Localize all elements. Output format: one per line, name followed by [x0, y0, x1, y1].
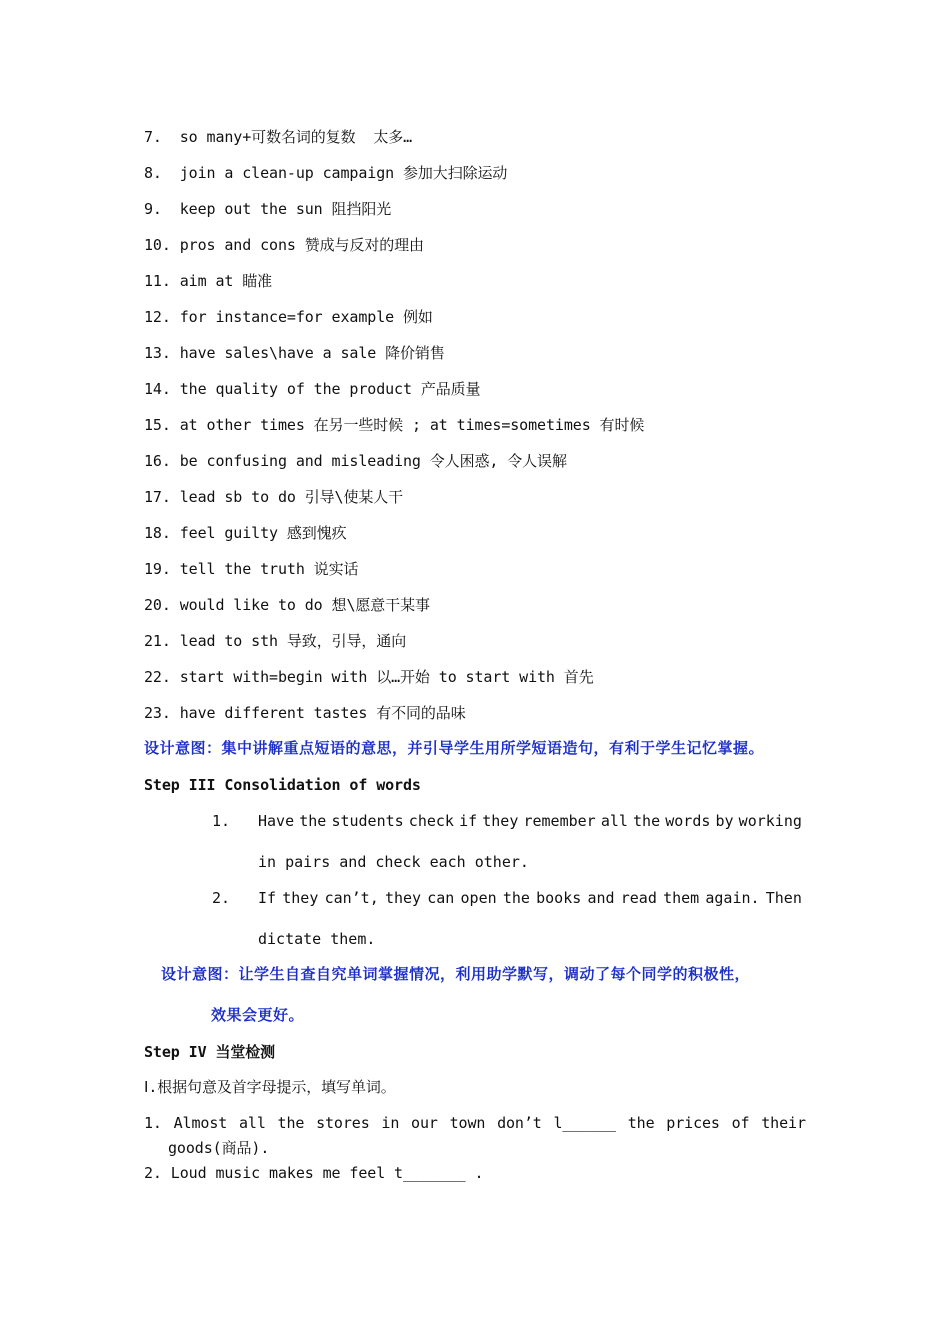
word: stores	[316, 1114, 370, 1132]
word: books	[536, 889, 582, 907]
word: the	[299, 812, 327, 830]
list-item: 17. lead sb to do 引导\使某人干	[144, 488, 404, 506]
list-item: 10. pros and cons 赞成与反对的理由	[144, 236, 424, 254]
list-number: 2.	[212, 889, 231, 907]
word: and	[587, 889, 615, 907]
word: in	[381, 1114, 400, 1132]
list-item: 9. keep out the sun 阻挡阳光	[144, 200, 392, 218]
design-intent-note: 设计意图：让学生自查自究单词掌握情况，利用助学默写，调动了每个同学的积极性，	[161, 965, 751, 983]
word: Almost	[173, 1114, 228, 1132]
word: prices	[666, 1114, 720, 1132]
word: students	[331, 812, 404, 830]
word: by	[715, 812, 734, 830]
list-item: 15. at other times 在另一些时候 ; at times=sometimes 有时候	[144, 416, 645, 434]
list-item: 23. have different tastes 有不同的品味	[144, 704, 466, 722]
word: Have	[258, 812, 295, 830]
list-number: 1.	[212, 812, 231, 830]
list-item-text	[258, 811, 802, 831]
word: remember	[523, 812, 596, 830]
word: l______	[553, 1114, 616, 1132]
word: the	[627, 1114, 655, 1132]
word: words	[665, 812, 711, 830]
list-item: 11. aim at 瞄准	[144, 272, 273, 290]
list-item: 22. start with=begin with 以…开始 to start with 首先	[144, 668, 594, 686]
list-item: 13. have sales\have a sale 降价销售	[144, 344, 445, 362]
list-item-text	[258, 888, 802, 908]
word: town	[449, 1114, 486, 1132]
word: all	[600, 812, 628, 830]
word: check	[408, 812, 454, 830]
design-intent-note: 效果会更好。	[211, 1006, 305, 1024]
word: If	[258, 889, 277, 907]
list-item: 14. the quality of the product 产品质量	[144, 380, 481, 398]
word: if	[459, 812, 478, 830]
word: again.	[705, 889, 760, 907]
list-item: 8. join a clean-up campaign 参加大扫除运动	[144, 164, 508, 182]
section-heading: Step III Consolidation of words	[144, 776, 421, 794]
word: don’t	[497, 1114, 542, 1132]
list-item-text: dictate them.	[258, 930, 376, 948]
list-item: 20. would like to do 想\愿意干某事	[144, 596, 430, 614]
word: can’t,	[324, 889, 379, 907]
word: the	[633, 812, 661, 830]
word: them	[663, 889, 700, 907]
word: 1.	[144, 1114, 162, 1132]
list-item: 19. tell the truth 说实话	[144, 560, 359, 578]
exercise-item: 2. Loud music makes me feel t_______ .	[144, 1164, 484, 1182]
exercise-item: goods(商品).	[168, 1139, 270, 1157]
word: our	[411, 1114, 438, 1132]
exercise-instruction: Ⅰ.根据句意及首字母提示，填写单词。	[144, 1078, 396, 1096]
section-heading: Step IV 当堂检测	[144, 1043, 276, 1061]
list-item: 18. feel guilty 感到愧疚	[144, 524, 347, 542]
design-intent-note: 设计意图：集中讲解重点短语的意思，并引导学生用所学短语造句，有利于学生记忆掌握。	[144, 739, 765, 757]
word: the	[502, 889, 530, 907]
word: open	[460, 889, 497, 907]
word: read	[620, 889, 657, 907]
word: their	[761, 1114, 806, 1132]
word: they	[384, 889, 422, 907]
list-item: 21. lead to sth 导致，引导，通向	[144, 632, 407, 650]
exercise-item	[144, 1113, 806, 1133]
list-item: 7. so many+可数名词的复数 太多…	[144, 128, 413, 146]
word: the	[277, 1114, 305, 1132]
list-item: 16. be confusing and misleading 令人困惑, 令人误解	[144, 452, 567, 470]
word: working	[738, 812, 802, 830]
word: all	[238, 1114, 266, 1132]
list-item: 12. for instance=for example 例如	[144, 308, 433, 326]
word: they	[482, 812, 519, 830]
list-item-text: in pairs and check each other.	[258, 853, 529, 871]
word: of	[731, 1114, 750, 1132]
word: Then	[765, 889, 802, 907]
word: can	[427, 889, 455, 907]
word: they	[282, 889, 319, 907]
